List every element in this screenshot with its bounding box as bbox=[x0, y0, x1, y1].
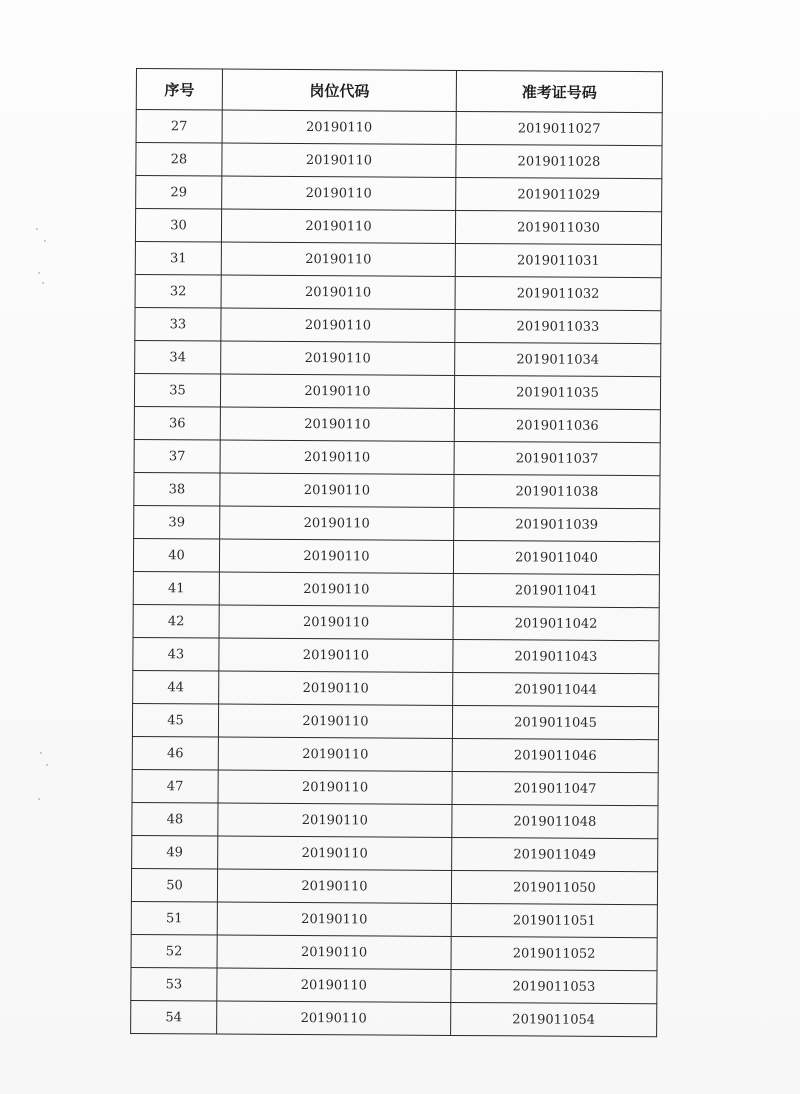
table-row bbox=[135, 209, 661, 245]
cell-seq: 41 bbox=[133, 571, 219, 605]
cell-seq: 39 bbox=[134, 505, 220, 539]
table-row bbox=[133, 571, 659, 607]
table-row bbox=[133, 637, 659, 673]
cell-post-code: 20190110 bbox=[219, 638, 453, 672]
scan-speck bbox=[44, 240, 46, 242]
cell-seq: 50 bbox=[131, 868, 217, 902]
table-row bbox=[132, 769, 658, 805]
exam-ticket-table bbox=[130, 68, 663, 1037]
cell-post-code: 20190110 bbox=[217, 1001, 451, 1035]
cell-ticket-number: 2019011034 bbox=[455, 342, 661, 376]
scan-speck bbox=[36, 228, 38, 230]
cell-post-code: 20190110 bbox=[218, 737, 452, 771]
table-row bbox=[134, 373, 660, 409]
cell-ticket-number: 2019011048 bbox=[452, 804, 658, 838]
cell-ticket-number: 2019011027 bbox=[456, 111, 662, 145]
cell-post-code: 20190110 bbox=[220, 506, 454, 540]
cell-ticket-number: 2019011040 bbox=[453, 540, 659, 574]
cell-seq: 30 bbox=[135, 209, 221, 243]
cell-seq: 44 bbox=[133, 670, 219, 704]
cell-seq: 49 bbox=[132, 835, 218, 869]
cell-seq: 29 bbox=[136, 176, 222, 210]
cell-ticket-number: 2019011029 bbox=[456, 177, 662, 211]
cell-post-code: 20190110 bbox=[217, 902, 451, 936]
cell-post-code: 20190110 bbox=[218, 836, 452, 870]
cell-seq: 31 bbox=[135, 241, 221, 275]
table-header-row bbox=[136, 69, 662, 113]
cell-ticket-number: 2019011053 bbox=[451, 969, 657, 1003]
cell-post-code: 20190110 bbox=[221, 242, 455, 276]
cell-ticket-number: 2019011033 bbox=[455, 309, 661, 343]
cell-seq: 54 bbox=[131, 1000, 217, 1034]
cell-seq: 38 bbox=[134, 472, 220, 506]
cell-seq: 36 bbox=[134, 406, 220, 440]
cell-post-code: 20190110 bbox=[219, 605, 453, 639]
table-row bbox=[133, 670, 659, 706]
cell-ticket-number: 2019011052 bbox=[451, 936, 657, 970]
cell-post-code: 20190110 bbox=[220, 473, 454, 507]
cell-seq: 37 bbox=[134, 439, 220, 473]
cell-post-code: 20190110 bbox=[221, 341, 455, 375]
cell-post-code: 20190110 bbox=[219, 539, 453, 573]
table-row bbox=[132, 802, 658, 838]
table-row bbox=[135, 340, 661, 376]
table-row bbox=[134, 406, 660, 442]
cell-seq: 52 bbox=[131, 934, 217, 968]
cell-post-code: 20190110 bbox=[218, 704, 452, 738]
cell-seq: 27 bbox=[136, 110, 222, 144]
cell-seq: 42 bbox=[133, 604, 219, 638]
header-ticket-number: 准考证号码 bbox=[456, 70, 662, 112]
cell-seq: 45 bbox=[132, 703, 218, 737]
table-row bbox=[131, 934, 657, 970]
cell-ticket-number: 2019011032 bbox=[455, 276, 661, 310]
cell-post-code: 20190110 bbox=[217, 869, 451, 903]
cell-ticket-number: 2019011049 bbox=[452, 837, 658, 871]
cell-post-code: 20190110 bbox=[221, 308, 455, 342]
cell-seq: 34 bbox=[135, 340, 221, 374]
header-post-code: 岗位代码 bbox=[222, 69, 456, 111]
table-row bbox=[136, 176, 662, 212]
table-row bbox=[134, 472, 660, 508]
cell-ticket-number: 2019011041 bbox=[453, 573, 659, 607]
table-row bbox=[131, 967, 657, 1003]
cell-seq: 35 bbox=[134, 373, 220, 407]
table-row bbox=[133, 604, 659, 640]
cell-seq: 51 bbox=[131, 901, 217, 935]
cell-ticket-number: 2019011043 bbox=[453, 639, 659, 673]
cell-ticket-number: 2019011035 bbox=[454, 375, 660, 409]
table-row bbox=[134, 505, 660, 541]
table-row bbox=[131, 868, 657, 904]
cell-post-code: 20190110 bbox=[217, 968, 451, 1002]
cell-seq: 32 bbox=[135, 274, 221, 308]
cell-ticket-number: 2019011037 bbox=[454, 441, 660, 475]
cell-ticket-number: 2019011045 bbox=[452, 705, 658, 739]
cell-ticket-number: 2019011031 bbox=[455, 243, 661, 277]
cell-ticket-number: 2019011046 bbox=[452, 738, 658, 772]
table-row bbox=[135, 241, 661, 277]
cell-seq: 33 bbox=[135, 307, 221, 341]
cell-ticket-number: 2019011036 bbox=[454, 408, 660, 442]
cell-post-code: 20190110 bbox=[219, 671, 453, 705]
cell-post-code: 20190110 bbox=[222, 176, 456, 210]
cell-post-code: 20190110 bbox=[221, 275, 455, 309]
cell-ticket-number: 2019011047 bbox=[452, 771, 658, 805]
cell-ticket-number: 2019011051 bbox=[451, 903, 657, 937]
table-row bbox=[134, 439, 660, 475]
table-row bbox=[132, 736, 658, 772]
cell-post-code: 20190110 bbox=[217, 935, 451, 969]
cell-seq: 47 bbox=[132, 769, 218, 803]
table-row bbox=[131, 1000, 657, 1036]
table-row bbox=[132, 703, 658, 739]
scan-speck bbox=[42, 282, 44, 284]
cell-post-code: 20190110 bbox=[220, 440, 454, 474]
cell-post-code: 20190110 bbox=[222, 143, 456, 177]
scan-speck bbox=[40, 752, 42, 754]
table-row bbox=[135, 274, 661, 310]
cell-ticket-number: 2019011038 bbox=[454, 474, 660, 508]
table-row bbox=[136, 110, 662, 146]
scan-speck bbox=[38, 798, 40, 800]
table-row bbox=[136, 143, 662, 179]
cell-post-code: 20190110 bbox=[220, 407, 454, 441]
cell-post-code: 20190110 bbox=[218, 803, 452, 837]
cell-seq: 46 bbox=[132, 736, 218, 770]
cell-post-code: 20190110 bbox=[221, 209, 455, 243]
table-row bbox=[131, 901, 657, 937]
cell-seq: 40 bbox=[133, 538, 219, 572]
cell-post-code: 20190110 bbox=[218, 770, 452, 804]
cell-post-code: 20190110 bbox=[222, 110, 456, 144]
cell-ticket-number: 2019011054 bbox=[451, 1002, 657, 1036]
cell-post-code: 20190110 bbox=[220, 374, 454, 408]
table-row bbox=[133, 538, 659, 574]
cell-seq: 28 bbox=[136, 143, 222, 177]
table-row bbox=[135, 307, 661, 343]
table-row bbox=[132, 835, 658, 871]
header-seq: 序号 bbox=[136, 69, 222, 111]
cell-post-code: 20190110 bbox=[219, 572, 453, 606]
cell-ticket-number: 2019011044 bbox=[453, 672, 659, 706]
cell-ticket-number: 2019011042 bbox=[453, 606, 659, 640]
table-body bbox=[131, 110, 663, 1037]
cell-ticket-number: 2019011050 bbox=[451, 870, 657, 904]
cell-seq: 48 bbox=[132, 802, 218, 836]
scan-speck bbox=[46, 764, 48, 766]
cell-seq: 53 bbox=[131, 967, 217, 1001]
cell-ticket-number: 2019011039 bbox=[454, 507, 660, 541]
cell-seq: 43 bbox=[133, 637, 219, 671]
cell-ticket-number: 2019011030 bbox=[455, 210, 661, 244]
cell-ticket-number: 2019011028 bbox=[456, 144, 662, 178]
scan-speck bbox=[38, 272, 40, 274]
